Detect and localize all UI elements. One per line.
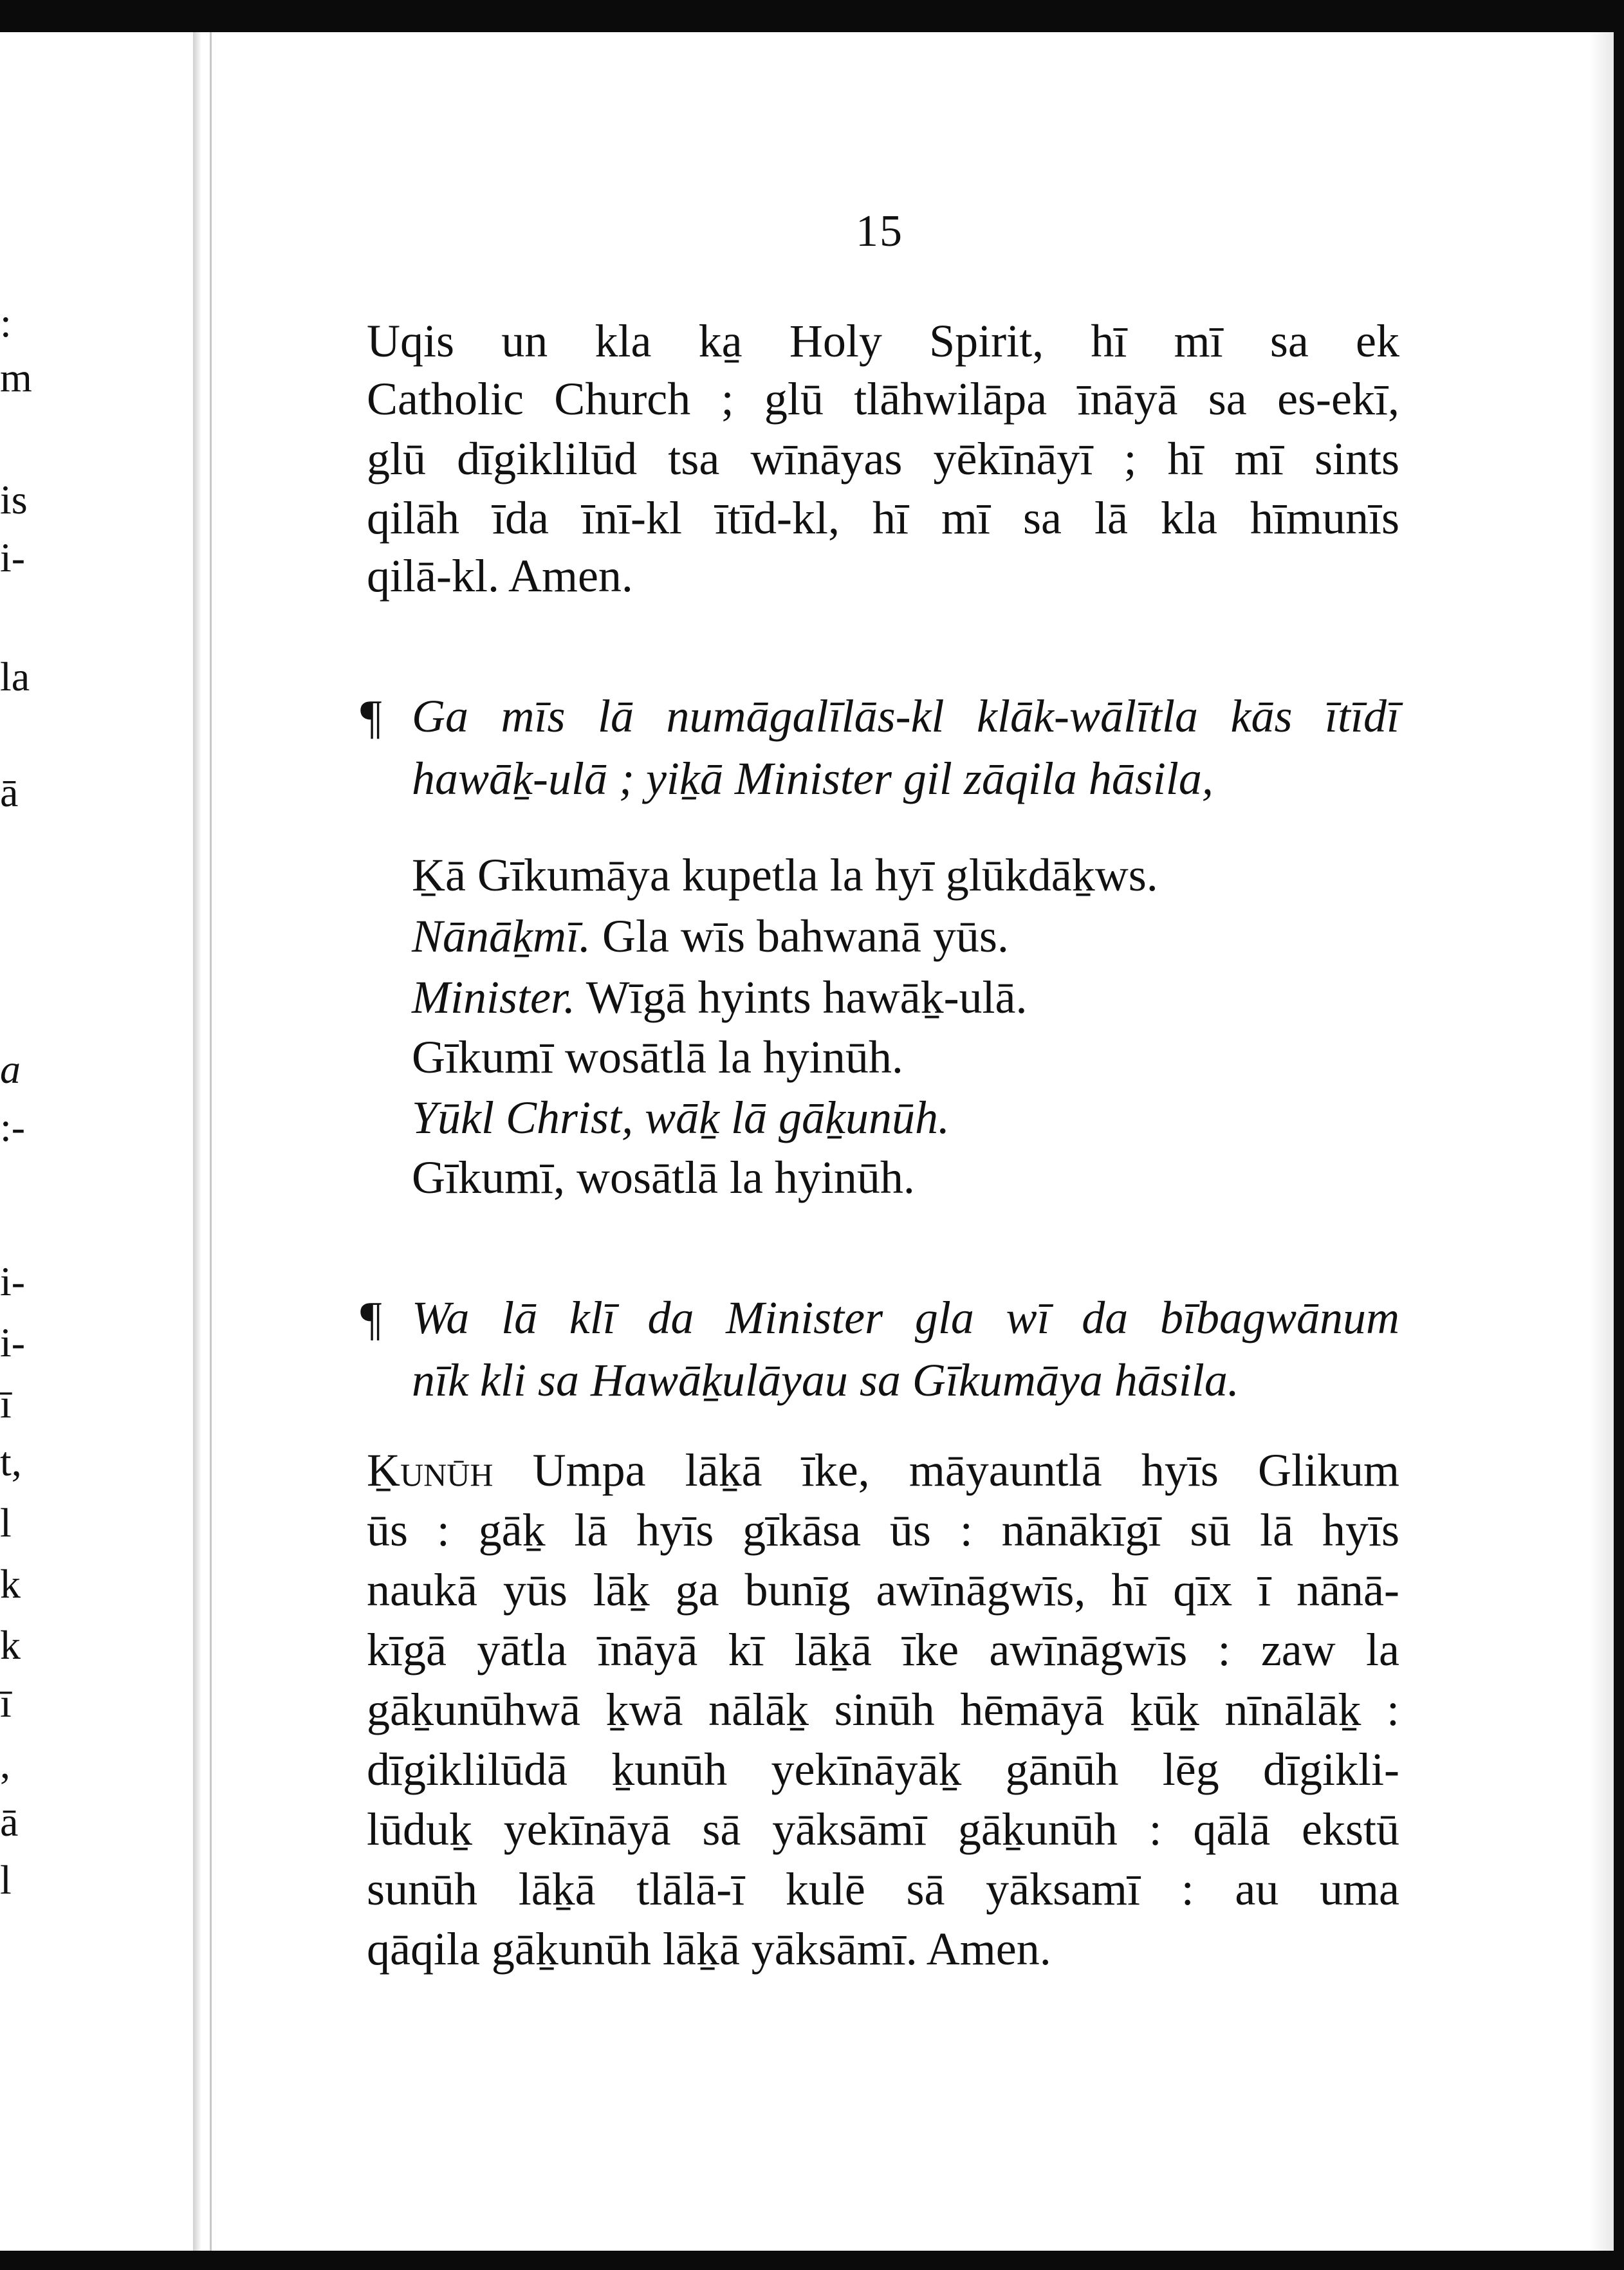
prayer-line: lūduk̠ yekīnāyā sā yāksāmī gāk̠unūh : qālā ekstū (367, 1804, 1399, 1855)
prayer-line: naukā yūs lāk̠ ga bunīg awīnāgwīs, hī qīx ī nānā- (367, 1564, 1399, 1616)
left-page-fragment: i- (0, 1320, 26, 1365)
left-page-fragment: i- (0, 1259, 26, 1304)
left-page-fragment: m (0, 355, 32, 400)
creed-line: qilā-kl. Amen. (367, 550, 633, 602)
page-number: 15 (856, 207, 903, 256)
prayer-line: ūs : gāk̠ lā hyīs gīkāsa ūs : nānākīgī sū lā hyīs (367, 1504, 1399, 1556)
versicle-line: Gīkumī, wosātlā la hyinūh. (412, 1152, 915, 1203)
gutter-fold-line (210, 32, 212, 2251)
prayer-lead-word: K̠unūh (367, 1444, 494, 1496)
scan-border-top (0, 0, 1624, 32)
prayer-line: sunūh lāk̠ā tlālā-ī kulē sā yāksamī : au uma (367, 1863, 1399, 1915)
left-page-fragment: :- (0, 1104, 26, 1150)
left-page-fragment: ī (0, 1381, 12, 1426)
speaker-label: Nānāk̠mī. (412, 910, 591, 962)
prayer-line: dīgiklilūdā k̠unūh yekīnāyāk̠ gānūh lēg dīgikli- (367, 1744, 1399, 1795)
left-page-fragment: ī (0, 1680, 12, 1726)
prayer-first-rest: Umpa lāk̠ā īke, māyauntlā hyīs Glikum (532, 1444, 1400, 1496)
creed-line: glū dīgiklilūd tsa wīnāyas yēkīnāyī ; hī mī sints (367, 433, 1399, 484)
left-page-fragment: : (0, 300, 12, 346)
creed-line: Catholic Church ; glū tlāhwilāpa īnāyā sa es-ekī, (367, 373, 1399, 425)
left-page-fragment: t, (0, 1439, 22, 1484)
versicle-text: Gla wīs bahwanā yūs. (590, 910, 1009, 962)
prayer-line (367, 1441, 1399, 1499)
left-page-fragment: l (0, 1857, 12, 1903)
prayer-line: kīgā yātla īnāyā kī lāk̠ā īke awīnāgwīs : zaw la (367, 1624, 1399, 1675)
rubric-line: Wa lā klī da Minister gla wī da bībagwānum (412, 1292, 1399, 1343)
versicle-line: K̠ā Gīkumāya kupetla la hyī glūkdāk̠ws. (412, 849, 1158, 901)
left-page-fragment: is (0, 477, 28, 522)
prayer-line: gāk̠unūhwā k̠wā nālāk̠ sinūh hēmāyā k̠ūk̠ nīnālāk̠ : (367, 1684, 1399, 1735)
versicle-text: Wīgā hyints hawāk̠-ulā. (575, 972, 1028, 1023)
left-page-fragment: k (0, 1561, 21, 1607)
prayer-line: qāqila gāk̠unūh lāk̠ā yāksāmī. Amen. (367, 1923, 1051, 1975)
left-page-fragment: ā (0, 770, 19, 815)
pilcrow-icon: ¶ (360, 691, 382, 744)
pilcrow-icon: ¶ (360, 1293, 382, 1345)
rubric-line: Ga mīs lā numāgalīlās-kl klāk-wālītla kās ītīdī (412, 690, 1399, 742)
left-page-fragment: , (0, 1741, 10, 1787)
book-gutter (193, 32, 201, 2251)
scan-border-right (1614, 0, 1624, 2270)
left-page-fragment: la (0, 654, 30, 699)
rubric-line: hawāk̠-ulā ; yik̠ā Minister gil zāqila hāsila, (412, 753, 1213, 804)
versicle-line (412, 968, 1028, 1026)
scan-border-bottom (0, 2251, 1624, 2270)
left-page-fragment: ā (0, 1799, 19, 1845)
page-edge-shadow (1589, 32, 1614, 2251)
left-page-fragment: l (0, 1500, 12, 1546)
versicle-line (412, 907, 1009, 965)
left-page-fragment: k (0, 1622, 21, 1668)
rubric-line: nīk kli sa Hawāk̠ulāyau sa Gīkumāya hāsila. (412, 1354, 1239, 1406)
versicle-line: Yūkl Christ, wāk̠ lā gāk̠unūh. (412, 1092, 950, 1143)
versicle-line: Gīkumī wosātlā la hyinūh. (412, 1031, 903, 1083)
left-page-fragment: i- (0, 535, 26, 580)
creed-line: Uqis un kla ka̠ Holy Spirit, hī mī sa ek (367, 315, 1399, 367)
speaker-label: Minister. (412, 972, 576, 1023)
left-page-fragment: a (0, 1046, 21, 1092)
creed-line: qilāh īda īnī-kl ītīd-kl, hī mī sa lā kla hīmunīs (367, 492, 1399, 544)
